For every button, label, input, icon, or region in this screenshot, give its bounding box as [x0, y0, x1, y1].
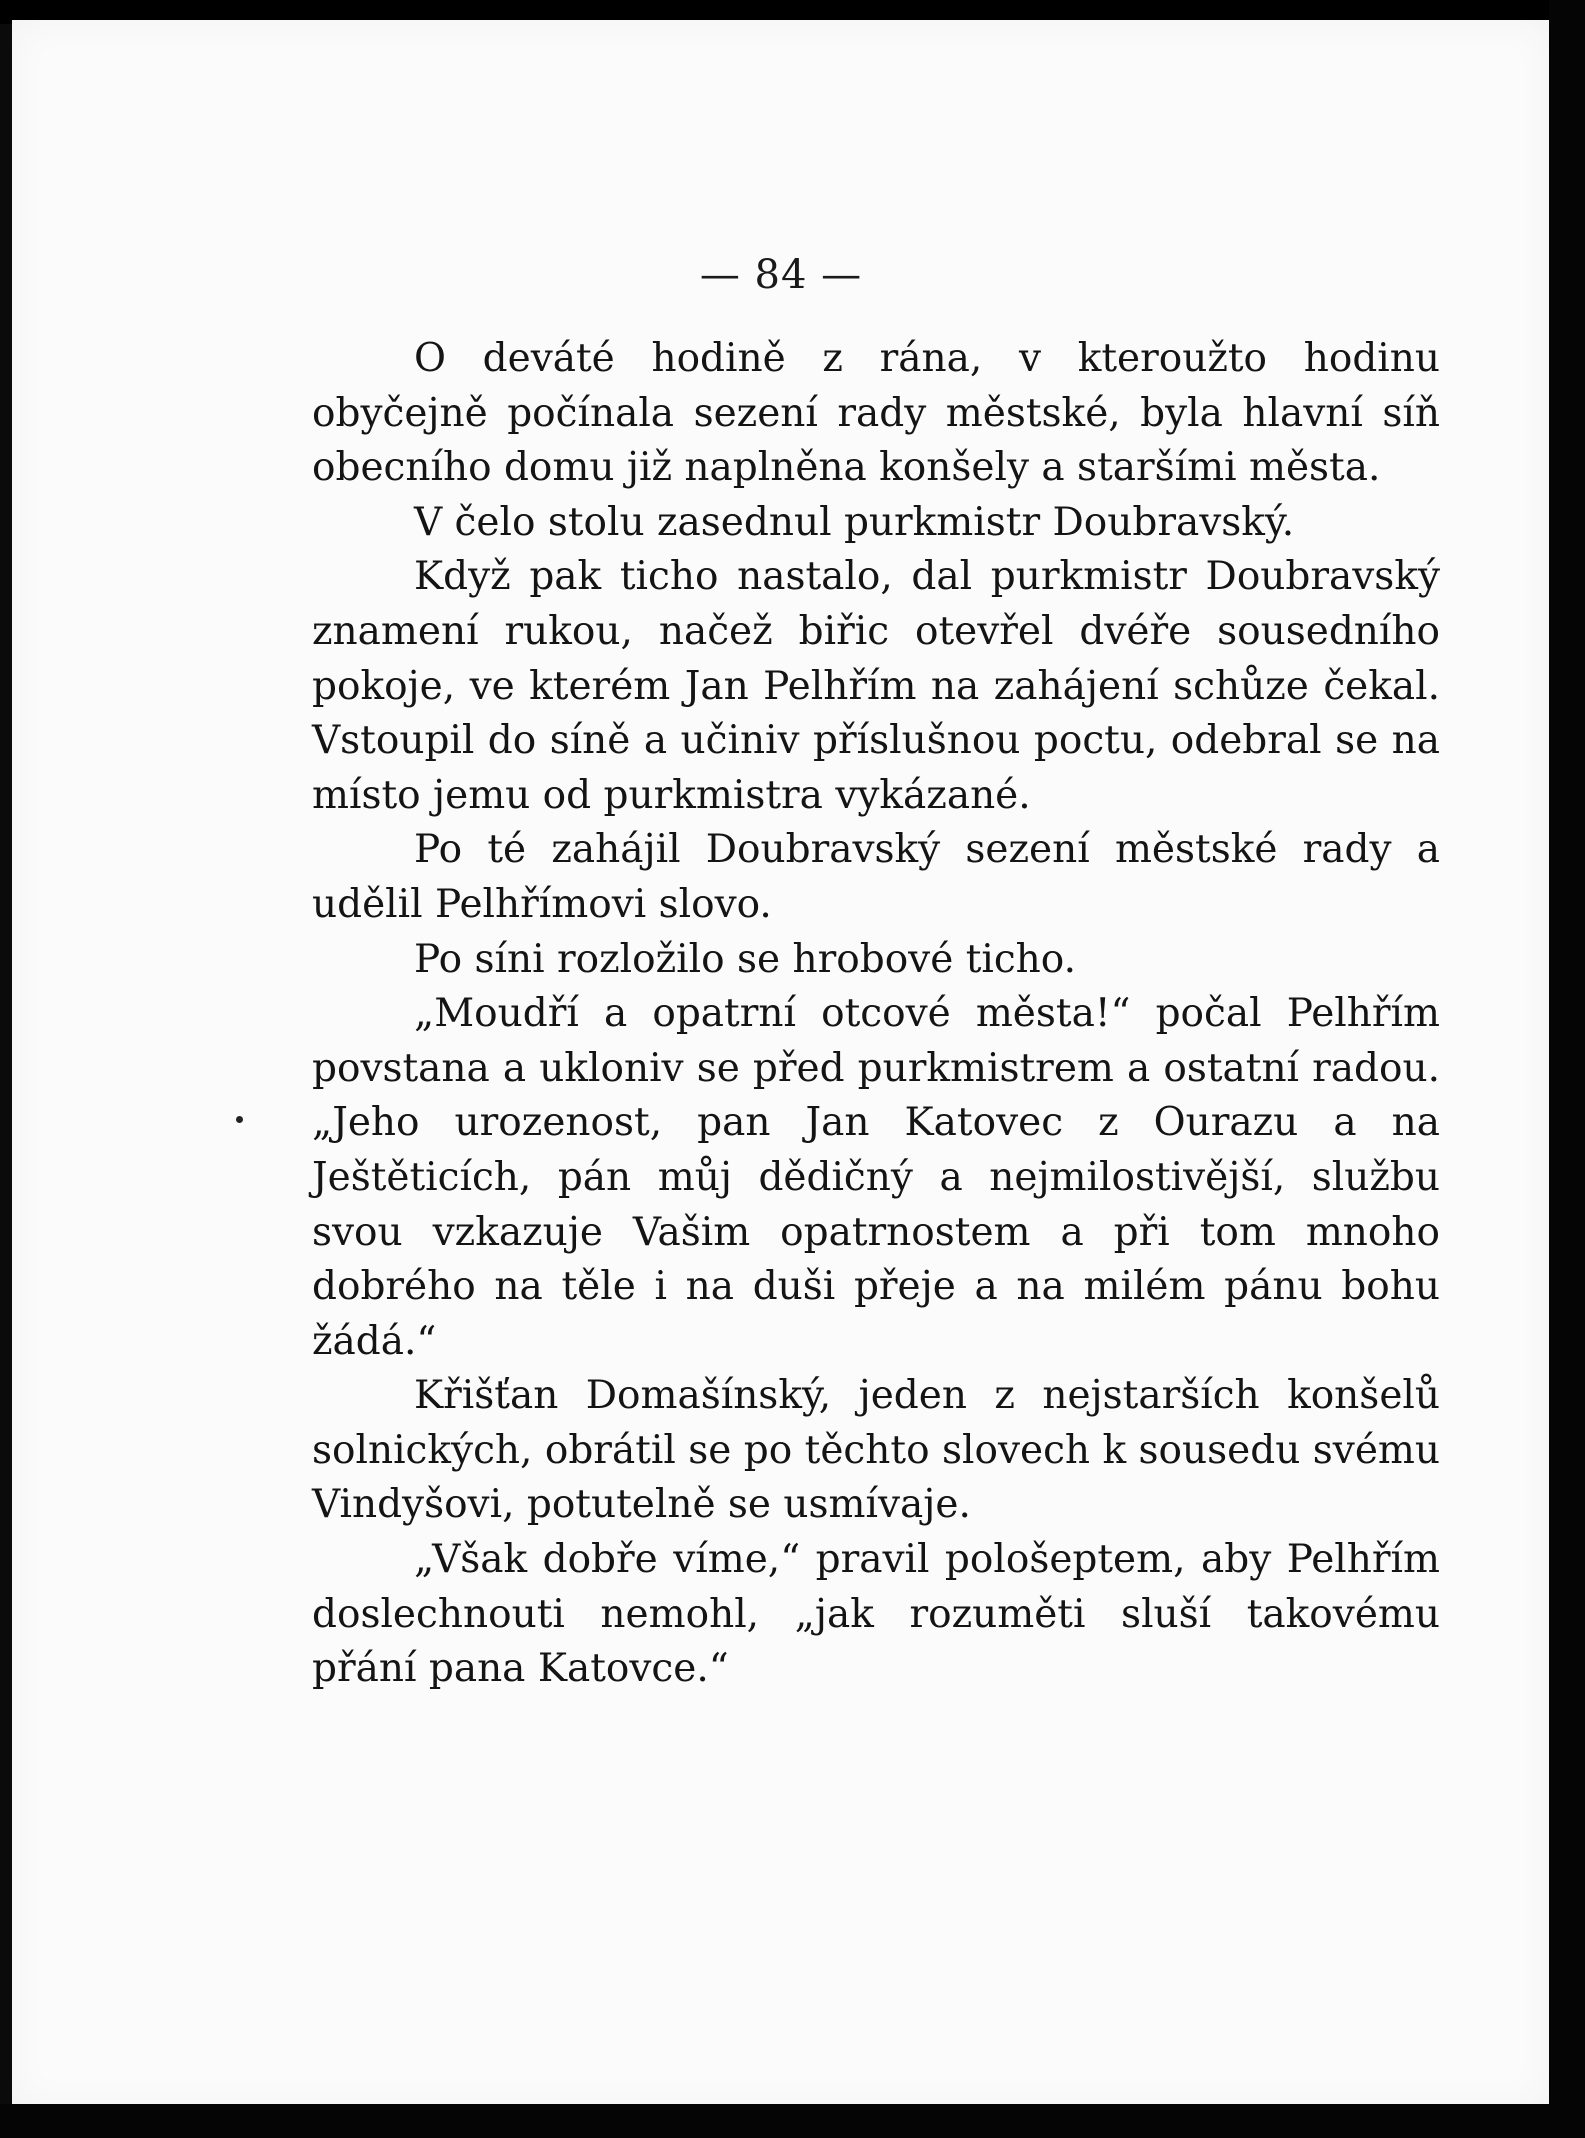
paragraph: Když pak ticho nastalo, dal purkmistr Doubravský znamení rukou, načež biřic otevřel dvéře sousedního pokoje, ve kterém Jan Pelhřím na zahájení schůze čekal. Vstoupil do síně a učiniv příslušnou poctu, odebral se na místo jemu od purkmistra vykázané.: [312, 554, 1440, 818]
paragraph: Po té zahájil Doubravský sezení městské rady a udělil Pelhřímovi slovo.: [312, 827, 1440, 927]
scan-border-bottom: [0, 2104, 1585, 2138]
paragraph: V čelo stolu zasednul purkmistr Doubravský.: [414, 499, 1295, 545]
body-text: [312, 332, 1440, 1697]
paragraph: „Moudří a opatrní otcové města!“ počal Pelhřím povstana a ukloniv se před purkmistrem a ostatní radou. „Jeho urozenost, pan Jan Katovec z Ourazu a na Ještěticích, pán můj dědičný a nejmilostivější, službu svou vzkazuje Vašim opatrnostem a při tom mnoho dobrého na těle i na duši přeje a na milém pánu bohu žádá.“: [312, 991, 1440, 1364]
stray-ink-dot: [236, 1116, 243, 1123]
paragraph: Po síni rozložilo se hrobové ticho.: [414, 936, 1076, 982]
paragraph: Křišťan Domašínský, jeden z nejstarších konšelů solnických, obrátil se po těchto slovech k sousedu svému Vindyšovi, potutelně se usmívaje.: [312, 1373, 1440, 1528]
scan-border-right: [1549, 0, 1585, 2138]
paragraph: „Však dobře víme,“ pravil pološeptem, aby Pelhřím doslechnouti nemohl, „jak rozuměti sluší takovému přání pana Katovce.“: [312, 1537, 1440, 1692]
paragraph: O deváté hodině z rána, v kteroužto hodinu obyčejně počínala sezení rady městské, byla hlavní síň obecního domu již naplněna konšely a staršími města.: [312, 336, 1440, 491]
page-number: — 84 —: [699, 252, 863, 298]
